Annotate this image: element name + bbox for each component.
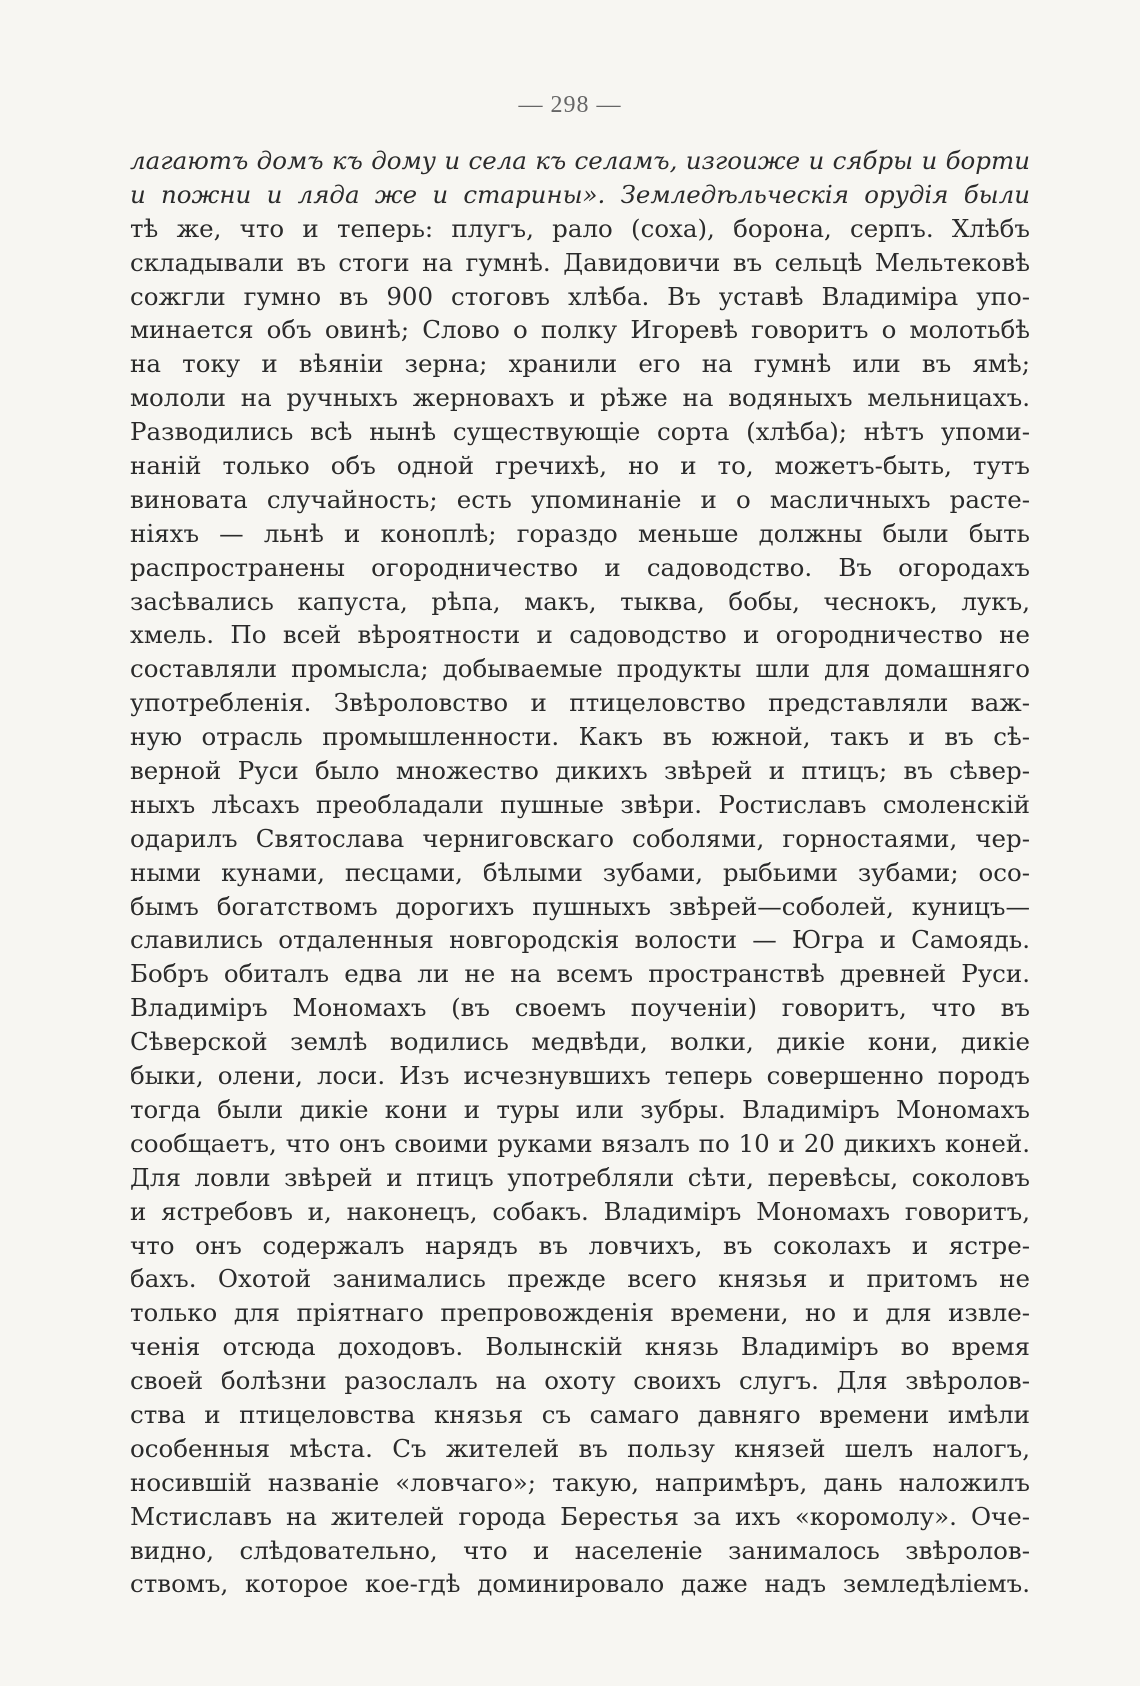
- text-line: ствомъ, которое кое-гдѣ доминировало даже надъ земледѣліемъ.: [130, 1569, 1030, 1599]
- text-line: наній только объ одной гречихѣ, но и то, можетъ-быть, тутъ: [130, 451, 1030, 481]
- text-line: и ястребовъ и, наконецъ, собакъ. Владиміръ Мономахъ говоритъ,: [130, 1196, 1030, 1226]
- text-line: бымъ богатствомъ дорогихъ пушныхъ звѣрей—соболей, куницъ—: [130, 891, 1030, 921]
- text-line: бахъ. Охотой занимались прежде всего князья и притомъ не: [130, 1264, 1030, 1294]
- text-line: что онъ содержалъ нарядъ въ ловчихъ, въ соколахъ и ястре-: [130, 1230, 1030, 1260]
- text-line: Разводились всѣ нынѣ существующіе сорта (хлѣба); нѣтъ упоми-: [130, 417, 1030, 447]
- text-line: тогда были дикіе кони и туры или зубры. Владиміръ Мономахъ: [130, 1094, 1030, 1124]
- text-line: лагаютъ домъ къ дому и села къ селамъ, изгоиже и сябры и борти: [130, 146, 1030, 175]
- text-line: составляли промысла; добываемые продукты шли для домашняго: [130, 654, 1030, 684]
- text-line: ныхъ лѣсахъ преобладали пушные звѣри. Ростиславъ смоленскій: [130, 789, 1030, 819]
- text-line: и пожни и ляда же и старины». Земледѣльческія орудія были: [130, 179, 1030, 209]
- text-line: Мстиславъ на жителей города Берестья за ихъ «коромолу». Оче-: [130, 1501, 1030, 1531]
- text-line: славились отдаленныя новгородскія волости — Югра и Самоядь.: [130, 925, 1030, 955]
- text-line: особенныя мѣста. Съ жителей въ пользу князей шелъ налогъ,: [130, 1433, 1030, 1463]
- text-line: видно, слѣдовательно, что и населеніе занималось звѣролов-: [130, 1535, 1030, 1565]
- text-line: на току и вѣяніи зерна; хранили его на гумнѣ или въ ямѣ;: [130, 349, 1030, 379]
- text-line: ства и птицеловства князья съ самаго давняго времени имѣли: [130, 1399, 1030, 1429]
- text-line: употребленія. Звѣроловство и птицеловство представляли важ-: [130, 688, 1030, 718]
- text-line: сожгли гумно въ 900 стоговъ хлѣба. Въ уставѣ Владиміра упо-: [130, 281, 1030, 311]
- text-line: быки, олени, лоси. Изъ исчезнувшихъ теперь совершенно породъ: [130, 1061, 1030, 1091]
- text-line: тѣ же, что и теперь: плугъ, рало (соха), борона, серпъ. Хлѣбъ: [130, 213, 1030, 243]
- page-number: — 298 —: [518, 92, 622, 118]
- text-line: Владиміръ Мономахъ (въ своемъ поученіи) говоритъ, что въ: [130, 993, 1030, 1023]
- text-line: одарилъ Святослава черниговскаго соболями, горностаями, чер-: [130, 823, 1030, 853]
- text-line: ную отрасль промышленности. Какъ въ южной, такъ и въ сѣ-: [130, 722, 1030, 752]
- text-line: ченія отсюда доходовъ. Волынскій князь Владиміръ во время: [130, 1332, 1030, 1362]
- text-line: сообщаетъ, что онъ своими руками вязалъ по 10 и 20 дикихъ коней.: [130, 1128, 1030, 1158]
- text-line: ными кунами, песцами, бѣлыми зубами, рыбьими зубами; осо-: [130, 857, 1030, 887]
- text-line: верной Руси было множество дикихъ звѣрей и птицъ; въ сѣвер-: [130, 756, 1030, 786]
- body-text: [130, 144, 1030, 1601]
- text-line: виновата случайность; есть упоминаніе и о масличныхъ расте-: [130, 484, 1030, 514]
- text-line: минается объ овинѣ; Слово о полку Игоревѣ говоритъ о молотьбѣ: [130, 315, 1030, 345]
- text-line: ніяхъ — льнѣ и коноплѣ; гораздо меньше должны были быть: [130, 518, 1030, 548]
- text-line: Сѣверской землѣ водились медвѣди, волки, дикіе кони, дикіе: [130, 1027, 1030, 1057]
- text-line: распространены огородничество и садоводство. Въ огородахъ: [130, 552, 1030, 582]
- text-line: только для пріятнаго препровожденія времени, но и для извле-: [130, 1298, 1030, 1328]
- text-line: хмель. По всей вѣроятности и садоводство и огородничество не: [130, 620, 1030, 650]
- text-line: мололи на ручныхъ жерновахъ и рѣже на водяныхъ мельницахъ.: [130, 383, 1030, 413]
- text-line: своей болѣзни разослалъ на охоту своихъ слугъ. Для звѣролов-: [130, 1366, 1030, 1396]
- text-line: засѣвались капуста, рѣпа, макъ, тыква, бобы, чеснокъ, лукъ,: [130, 586, 1030, 616]
- text-line: носившій названіе «ловчаго»; такую, напримѣръ, дань наложилъ: [130, 1467, 1030, 1497]
- text-line: Бобръ обиталъ едва ли не на всемъ пространствѣ древней Руси.: [130, 959, 1030, 989]
- text-line: складывали въ стоги на гумнѣ. Давидовичи въ сельцѣ Мельтековѣ: [130, 247, 1030, 277]
- text-line: Для ловли звѣрей и птицъ употребляли сѣти, перевѣсы, соколовъ: [130, 1162, 1030, 1192]
